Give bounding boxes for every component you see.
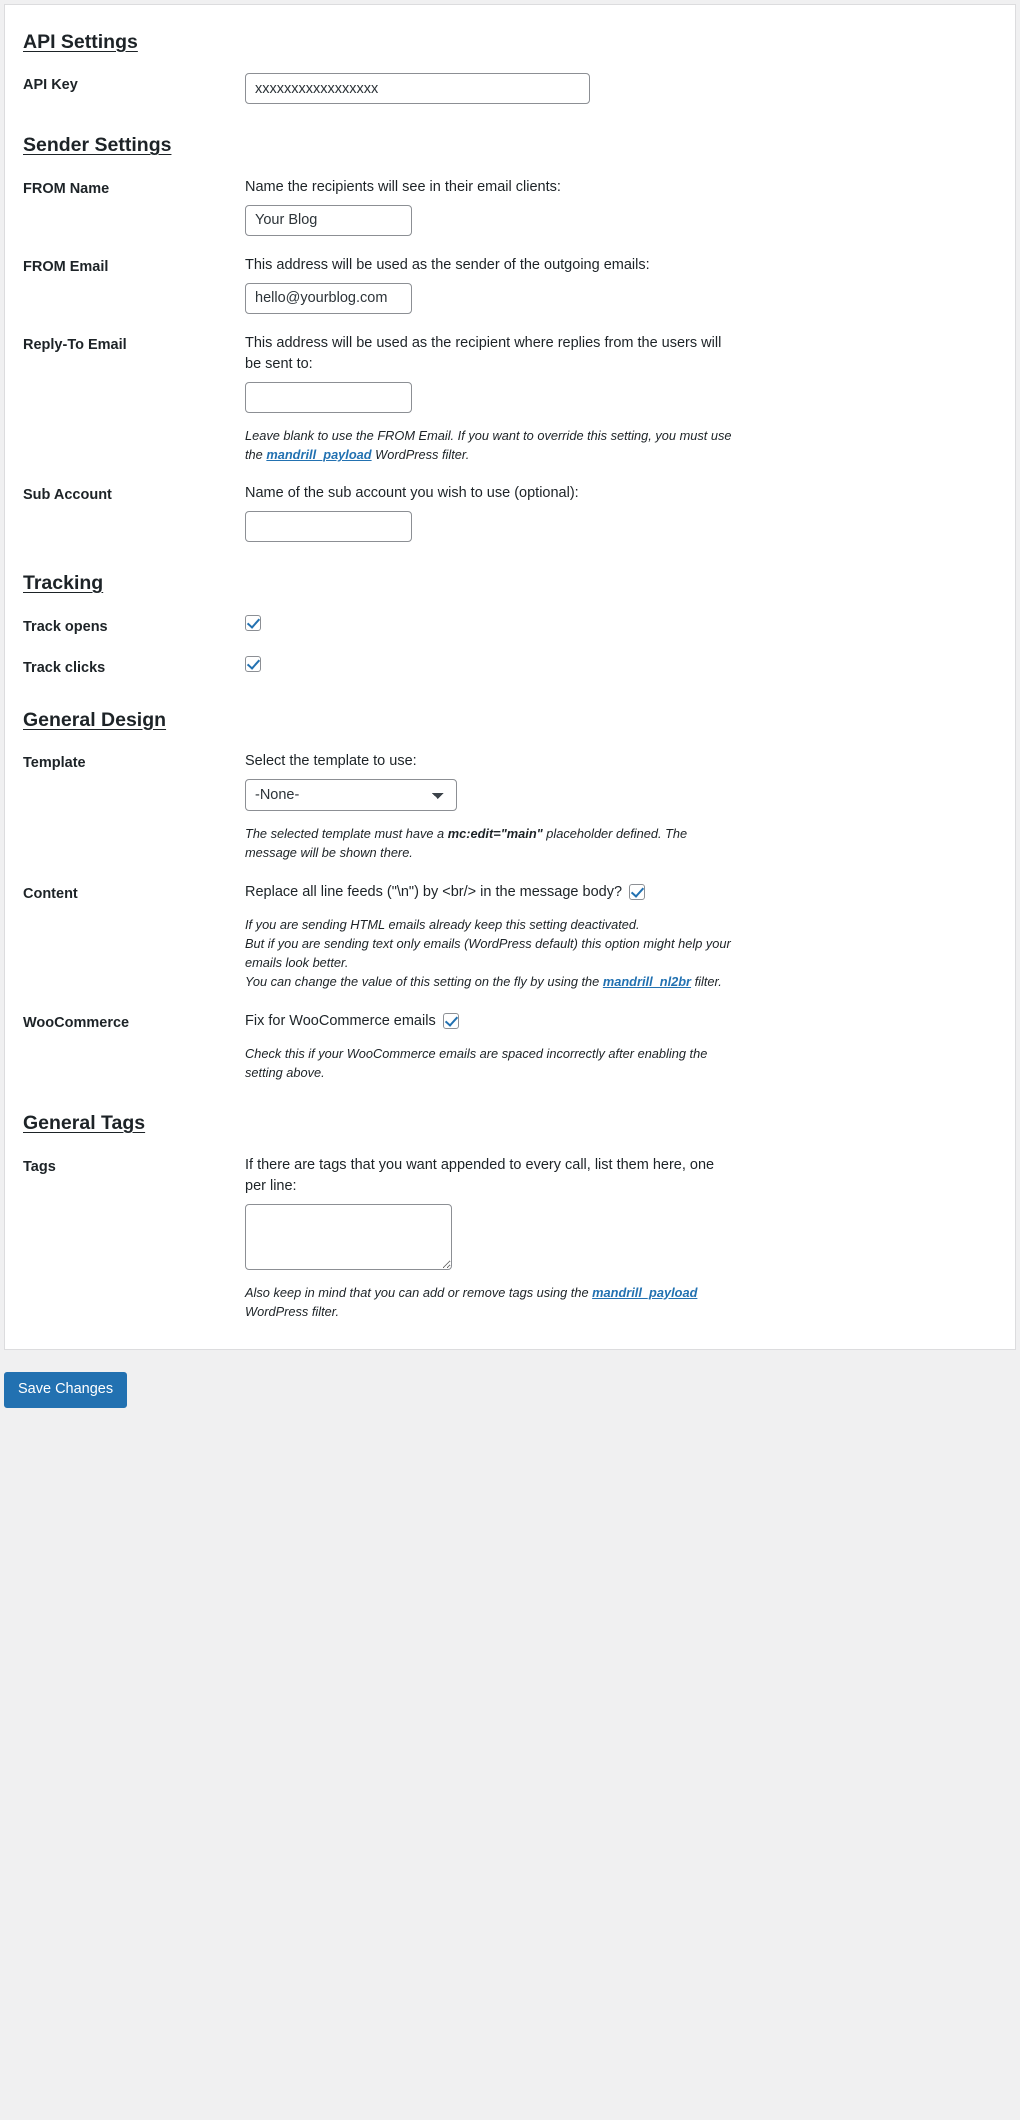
- settings-page: [0, 4, 1020, 2120]
- form-row-track-opens: [23, 596, 997, 638]
- template-select[interactable]: [245, 779, 457, 811]
- note-tags-before: Also keep in mind that you can add or remove tags using the: [245, 1284, 593, 1300]
- sub-account-input[interactable]: [245, 511, 412, 542]
- woocommerce-fix-checkbox[interactable]: [443, 1013, 459, 1029]
- form-row-api-key: [23, 54, 997, 104]
- note-reply-to-text-after: WordPress filter.: [371, 447, 470, 463]
- form-row-content: [23, 863, 997, 992]
- form-row-from-name: [23, 158, 997, 236]
- content-checkbox-label: Replace all line feeds ("\n") by <br/> in the message body?: [245, 883, 623, 900]
- reply-to-email-input[interactable]: [245, 382, 412, 413]
- description-sub-account: Name of the sub account you wish to use (optional):: [245, 485, 579, 502]
- label-api-key: API Key: [23, 77, 78, 94]
- save-changes-button[interactable]: Save Changes: [4, 1372, 127, 1408]
- description-template: Select the template to use:: [245, 753, 417, 770]
- from-name-input[interactable]: [245, 205, 412, 236]
- note-template: [245, 824, 737, 862]
- label-content: Content: [23, 885, 78, 902]
- note-content-line1: If you are sending HTML emails already keep this setting deactivated.: [245, 916, 640, 932]
- section-general-design: [23, 679, 997, 732]
- form-row-tags: [23, 1136, 997, 1321]
- label-track-clicks: Track clicks: [23, 660, 106, 677]
- api-key-input[interactable]: [245, 73, 590, 104]
- description-tags: If there are tags that you want appended to every call, list them here, one per line:: [245, 1156, 715, 1194]
- note-content-line3-before: You can change the value of this setting on the fly by using the: [245, 974, 603, 990]
- settings-panel: [4, 4, 1016, 1350]
- tags-textarea[interactable]: [245, 1204, 452, 1270]
- section-heading-api-settings: API Settings: [23, 31, 138, 53]
- note-reply-to-text-before: Leave blank to use the FROM Email. If you want to override this setting, you must use the: [245, 427, 732, 463]
- submit-area: [0, 1350, 1020, 1438]
- note-content-line2: But if you are sending text only emails (WordPress default) this option might help your emails look better.: [245, 936, 731, 971]
- section-tracking: [23, 542, 997, 595]
- content-nl2br-checkbox[interactable]: [629, 884, 645, 900]
- label-from-email: FROM Email: [23, 258, 109, 275]
- description-reply-to-email: This address will be used as the recipient where replies from the users will be sent to:: [245, 334, 722, 372]
- form-row-template: [23, 732, 997, 862]
- form-row-woocommerce: [23, 992, 997, 1083]
- woocommerce-checkbox-label: Fix for WooCommerce emails: [245, 1012, 436, 1029]
- section-general-tags: [23, 1082, 997, 1135]
- section-api-settings: [23, 5, 997, 54]
- note-tags-after: WordPress filter.: [245, 1303, 340, 1319]
- description-from-name: Name the recipients will see in their email clients:: [245, 178, 561, 195]
- form-row-track-clicks: [23, 637, 997, 679]
- content-checkbox-line: [245, 882, 997, 902]
- note-content: [245, 915, 737, 992]
- section-heading-general-design: General Design: [23, 708, 167, 731]
- form-row-from-email: [23, 236, 997, 314]
- section-heading-general-tags: General Tags: [23, 1112, 146, 1135]
- label-from-name: FROM Name: [23, 180, 110, 197]
- label-reply-to-email: Reply-To Email: [23, 336, 127, 353]
- label-woocommerce: WooCommerce: [23, 1014, 130, 1031]
- form-row-sub-account: [23, 464, 997, 542]
- track-opens-checkbox[interactable]: [245, 615, 261, 631]
- note-template-code: mc:edit="main": [447, 826, 543, 842]
- note-template-after: placeholder defined. The message will be shown there.: [245, 826, 688, 861]
- label-sub-account: Sub Account: [23, 487, 112, 504]
- label-template: Template: [23, 755, 86, 772]
- section-sender-settings: [23, 104, 997, 157]
- note-tags: [245, 1283, 737, 1321]
- from-email-input[interactable]: [245, 283, 412, 314]
- track-clicks-checkbox[interactable]: [245, 656, 261, 672]
- note-woocommerce: Check this if your WooCommerce emails are spaced incorrectly after enabling the setting above.: [245, 1045, 708, 1081]
- label-tags: Tags: [23, 1158, 56, 1175]
- section-heading-sender-settings: Sender Settings: [23, 134, 172, 157]
- section-heading-tracking: Tracking: [23, 572, 104, 595]
- note-template-before: The selected template must have a: [245, 826, 448, 842]
- note-reply-to-email: [245, 426, 737, 464]
- mandrill-payload-tags-link[interactable]: mandrill_payload: [592, 1284, 698, 1300]
- description-from-email: This address will be used as the sender of the outgoing emails:: [245, 256, 650, 273]
- mandrill-payload-link[interactable]: mandrill_payload: [266, 447, 372, 463]
- form-row-reply-to-email: [23, 314, 997, 464]
- label-track-opens: Track opens: [23, 618, 108, 635]
- mandrill-nl2br-link[interactable]: mandrill_nl2br: [602, 974, 692, 990]
- woocommerce-checkbox-line: [245, 1011, 997, 1031]
- note-content-line3-after: filter.: [691, 974, 722, 990]
